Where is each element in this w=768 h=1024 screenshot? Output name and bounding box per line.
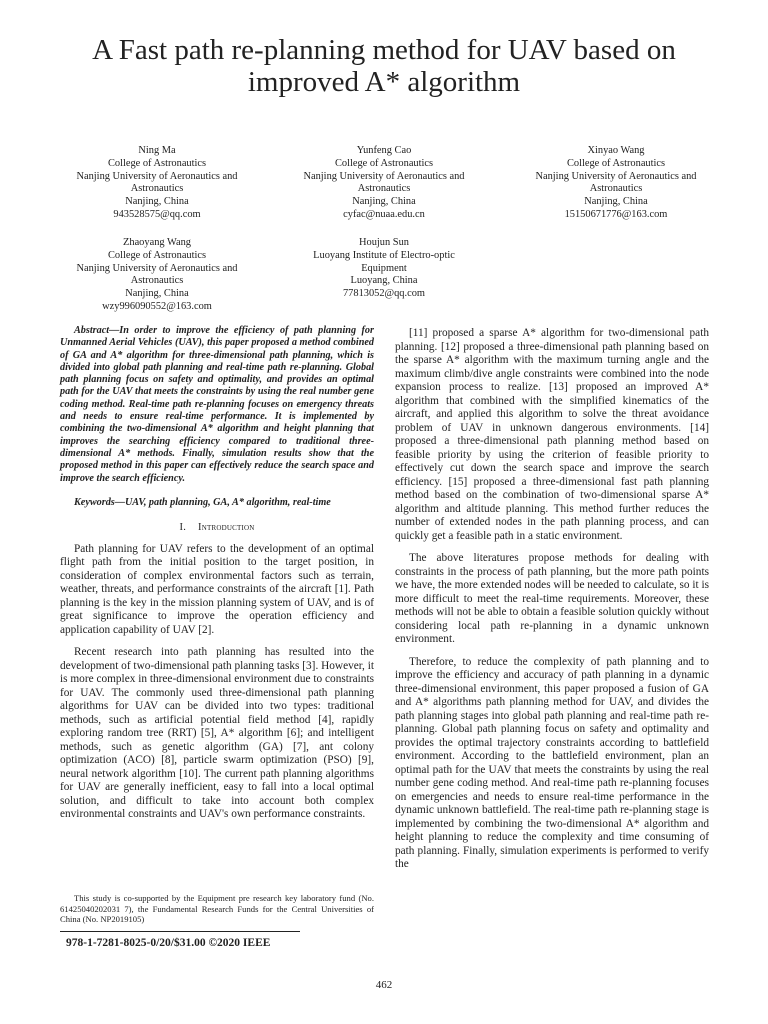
title-line-1: A Fast path re-planning method for UAV based on [92,34,676,66]
author-location: Luoyang, China [350,275,418,287]
author-block-4 [52,237,262,314]
author-name: Yunfeng Cao [356,145,412,156]
author-block-5 [279,237,489,301]
author-affiliation: Nanjing University of Aeronautics and [535,170,697,182]
author-affiliation: College of Astronautics [566,157,666,169]
author-email: 77813052@qq.com [342,288,425,300]
left-column [60,325,374,831]
paper-title [40,34,728,98]
section-heading-introduction [60,521,374,535]
author-affiliation: College of Astronautics [107,249,207,261]
copyright-divider [60,931,300,932]
page-number: 462 [375,979,393,991]
author-affiliation: Astronautics [130,275,184,287]
author-affiliation: Astronautics [130,183,184,195]
author-location: Nanjing, China [352,196,416,208]
author-email: 15150671776@163.com [564,208,668,220]
author-name: Zhaoyang Wang [123,237,191,248]
author-affiliation: Luoyang Institute of Electro-optic [313,249,455,261]
funding-footnote: This study is co-supported by the Equipment pre research key laboratory fund (No. 61425040202031 7), the Fundamental Research Funds for the Central Universities of China (No. NP2019105) [60,893,374,925]
author-email: 943528575@qq.com [113,208,201,220]
body-paragraph: Therefore, to reduce the complexity of path planning and to improve the efficiency and accuracy of path planning in a dynamic three-dimensional environment, this paper proposed a fusion of GA and A* algorithms path planning method for UAV, and divides the path planning stages into global path planning and real-time path re-planning. Global path planning focus on safety and optimality and provides the optimal trajectory constraints according to battlefield environment. According to the battlefield environment, plan an optimal path for the UAV that meets the constraints by using the real number gene coding method. And real-time path re-planning focuses on emergencies and needs to ensure real-time performance in the dynamic unknown battlefield. The real-time path re-planning stage is implemented by combining the two-dimensional A* algorithm and height planning to reduce the complexity and time consuming of path planning. Finally, simulation experiments is performed to verify the [395,655,709,870]
body-paragraph: Path planning for UAV refers to the development of an optimal flight path from the initial position to the target position, in consideration of complex environmental factors such as terrain, weather, threats, and performance constraints of the aircraft [1]. Path planning is the key in the mission planning system of UAV, and is of great significance to improve the operation efficiency and application capability of UAV [2]. [60,542,374,636]
author-location: Nanjing, China [125,196,189,208]
author-affiliation: College of Astronautics [334,157,434,169]
author-email: cyfac@nuaa.edu.cn [343,208,425,220]
author-affiliation: College of Astronautics [107,157,207,169]
author-name: Xinyao Wang [587,145,645,156]
body-paragraph: The above literatures propose methods for dealing with constraints in the process of path planning, but the more path points we have, the more extended nodes will be needed to calculate, so it is more difficult to meet the real-time requirements. Moreover, these methods will not be able to obtain a feasible solution quickly without considering local path re-planning in a dynamic unknown environment. [395,552,710,645]
copyright-notice: 978-1-7281-8025-0/20/$31.00 ©2020 IEEE [66,937,271,949]
author-name: Ning Ma [138,145,176,156]
author-location: Nanjing, China [125,288,189,300]
author-block-2 [279,145,489,222]
abstract-text: Abstract—In order to improve the efficiency of path planning for Unmanned Aerial Vehicles (UAV), this paper proposed a method combined of GA and A* algorithm for three-dimensional path planning, which is divided into global path planning and real-time path re-planning. Global path planning focus on safety and optimality, and provides an optimal path for the UAV that meets the constraints by using the real number gene coding method. Real-time path re-planning focuses on emergency threats and needs to ensure real-time performance. It is implemented by combining the two-dimensional A* algorithm and height planning that improves the searching efficiency compared to traditional three-dimensional A* methods. Finally, simulation results show that the proposed method in this paper can effectively reduce the search space and improve the search efficiency. [60,325,374,484]
author-email: wzy996090552@163.com [102,300,212,312]
author-block-1 [52,145,262,222]
author-affiliation: Astronautics [589,183,643,195]
author-affiliation: Nanjing University of Aeronautics and [76,262,238,274]
abstract [60,325,374,509]
body-paragraph: Recent research into path planning has resulted into the development of two-dimensional path planning tasks [3]. However, it is more complex in three-dimensional environment due to constraints for UAV. The commonly used three-dimensional path planning algorithms for UAV can be divided into two types: traditional methods, such as artificial potential field method [4], rapidly exploring random tree (RRT) [5], A* algorithm [6]; and intelligent methods, such as genetic algorithm (GA) [7], ant colony optimization (ACO) [8], particle swarm optimization (PSO) [9], neural network algorithm [10]. The current path planning algorithms for UAV are generally inefficient, easy to fall into a local optimal solution, and difficult to take into account both complex environmental constraints and UAV's own performance constraints. [60,646,374,821]
body-paragraph: [11] proposed a sparse A* algorithm for two-dimensional path planning. [12] proposed a three-dimensional path planning based on the sparse A* algorithm with the maximum turning angle and the maximum climb/dive angle constraints were combined into the node expansion process to realize. [13] proposed an improved A* algorithm that combined with the simplified kinematics of the aircraft, and applied this algorithm to solve the threat avoidance problem of UAV in unknown dangerous environments. [14] proposed a three-dimensional path planning method based on feasible priority by using the criterion of feasible priority to effectively cut down the search space and improve the search efficiency. [15] proposed a three-dimensional fast path planning method based on the combination of two-dimensional sparse A* algorithm and altitude planning. This method further reduces the number of extended nodes in the path planning process, and can quickly get a feasible path in a static environment. [395,327,709,542]
section-title: Introduction [198,522,255,534]
title-line-2: improved A* algorithm [247,66,521,98]
author-name: Houjun Sun [359,237,409,248]
keywords: Keywords—UAV, path planning, GA, A* algorithm, real-time [74,496,331,508]
author-affiliation: Equipment [361,262,407,274]
right-column [395,327,709,881]
author-affiliation: Nanjing University of Aeronautics and [76,170,238,182]
author-affiliation: Nanjing University of Aeronautics and [303,170,465,182]
author-block-3 [511,145,721,222]
author-location: Nanjing, China [584,196,648,208]
footnote [60,893,374,925]
section-number: I. [179,522,187,534]
author-affiliation: Astronautics [357,183,411,195]
